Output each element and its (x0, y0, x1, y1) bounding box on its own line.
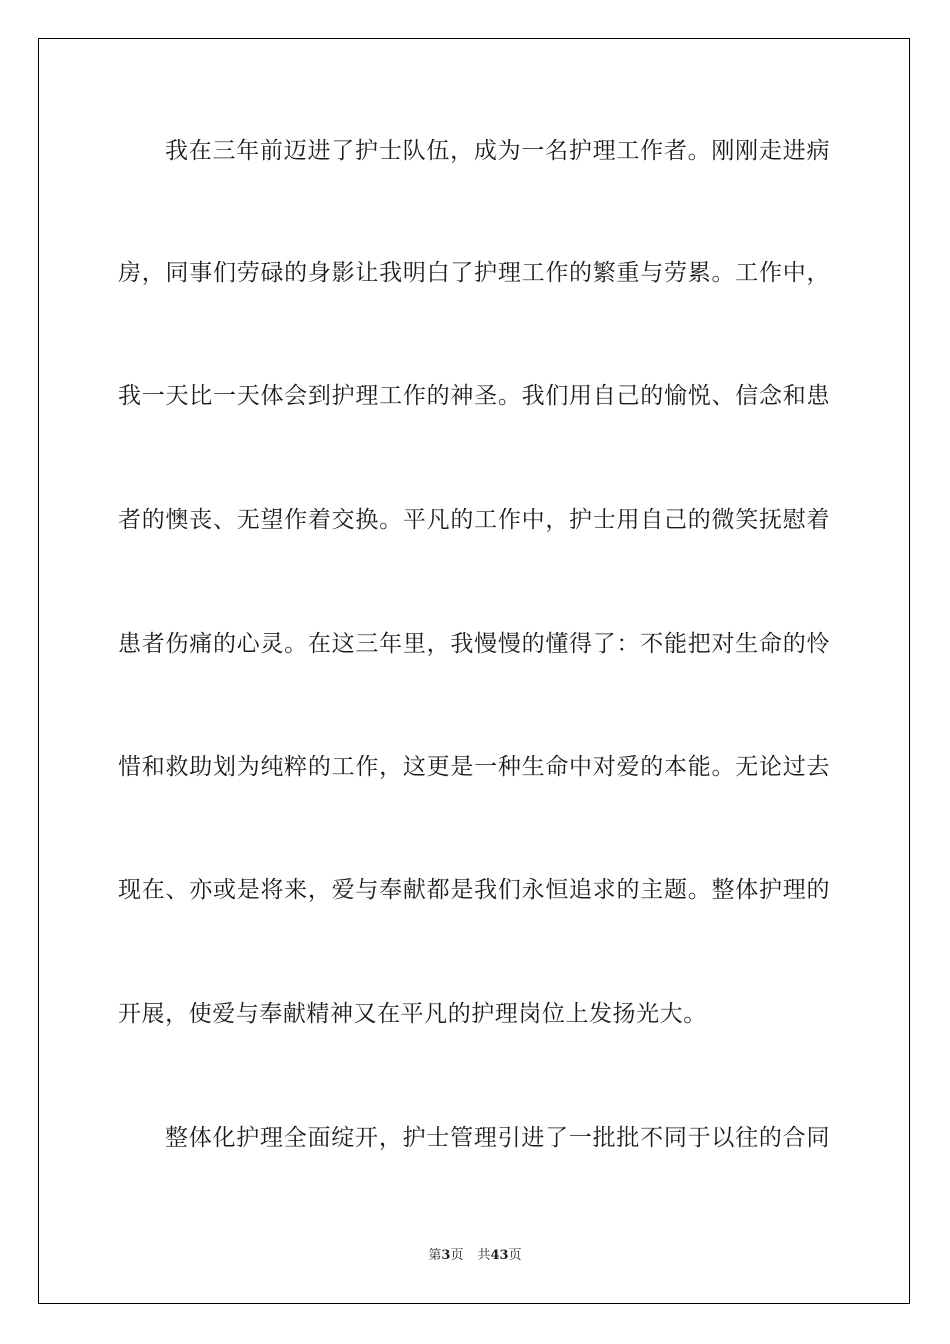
paragraph-line: 惜和救助划为纯粹的工作，这更是一种生命中对爱的本能。无论过去 (118, 754, 830, 780)
paragraph-line: 者的懊丧、无望作着交换。平凡的工作中，护士用自己的微笑抚慰着 (118, 507, 830, 533)
page-suffix: 页 (450, 1248, 464, 1263)
paragraph-line: 患者伤痛的心灵。在这三年里，我慢慢的懂得了：不能把对生命的怜 (118, 631, 830, 657)
paragraph-line: 开展，使爱与奉献精神又在平凡的护理岗位上发扬光大。 (118, 1001, 707, 1027)
paragraph-line: 整体化护理全面绽开，护士管理引进了一批批不同于以往的合同 (165, 1125, 830, 1151)
paragraph-line: 现在、亦或是将来，爱与奉献都是我们永恒追求的主题。整体护理的 (118, 877, 830, 903)
total-pages: 43 (490, 1248, 509, 1263)
page-border (38, 38, 910, 1304)
paragraph-line: 我在三年前迈进了护士队伍，成为一名护理工作者。刚刚走进病 (165, 138, 830, 164)
paragraph-line: 房，同事们劳碌的身影让我明白了护理工作的繁重与劳累。工作中， (118, 260, 830, 286)
paragraph-line: 我一天比一天体会到护理工作的神圣。我们用自己的愉悦、信念和患 (118, 383, 830, 409)
total-prefix: 共 (477, 1248, 491, 1263)
page-prefix: 第 (428, 1248, 442, 1263)
total-suffix: 页 (508, 1248, 522, 1263)
page-number: 3 (441, 1248, 451, 1263)
page-footer (0, 1247, 950, 1265)
